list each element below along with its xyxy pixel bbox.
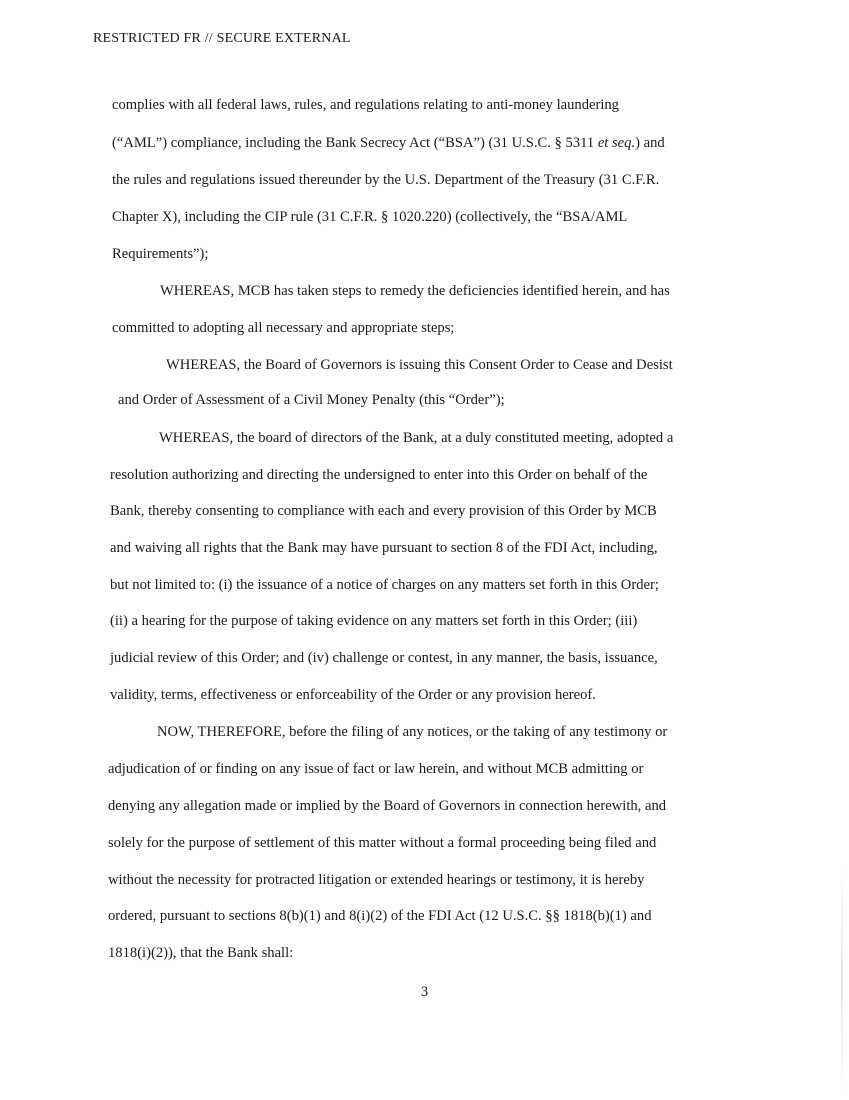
body-line: and Order of Assessment of a Civil Money Penalty (this “Order”); (118, 392, 505, 408)
body-line: 1818(i)(2)), that the Bank shall: (108, 945, 294, 961)
body-line: judicial review of this Order; and (iv) challenge or contest, in any manner, the basis, issuance, (110, 650, 658, 666)
scan-edge-shadow (841, 870, 843, 1090)
body-line: Requirements”); (112, 246, 209, 262)
body-line: without the necessity for protracted litigation or extended hearings or testimony, it is hereby (108, 872, 645, 888)
body-line: ordered, pursuant to sections 8(b)(1) and 8(i)(2) of the FDI Act (12 U.S.C. §§ 1818(b)(1) and (108, 908, 652, 924)
body-line: WHEREAS, the board of directors of the Bank, at a duly constituted meeting, adopted a (159, 430, 674, 446)
body-line: the rules and regulations issued thereunder by the U.S. Department of the Treasury (31 C.F.R. (112, 172, 660, 188)
body-line: Bank, thereby consenting to compliance with each and every provision of this Order by MCB (110, 503, 657, 519)
body-line: denying any allegation made or implied by the Board of Governors in connection herewith, and (108, 798, 667, 814)
body-line: validity, terms, effectiveness or enforceability of the Order or any provision hereof. (110, 687, 596, 703)
body-line: but not limited to: (i) the issuance of a notice of charges on any matters set forth in this Order; (110, 577, 659, 593)
page-number: 3 (420, 984, 429, 1000)
body-line: WHEREAS, the Board of Governors is issuing this Consent Order to Cease and Desist (166, 357, 673, 373)
body-line: complies with all federal laws, rules, and regulations relating to anti-money laundering (112, 97, 619, 113)
body-line: adjudication of or finding on any issue of fact or law herein, and without MCB admitting or (108, 761, 644, 777)
body-line: (ii) a hearing for the purpose of taking evidence on any matters set forth in this Order; (iii) (110, 613, 638, 629)
body-line: NOW, THEREFORE, before the filing of any notices, or the taking of any testimony or (157, 724, 668, 740)
body-line: resolution authorizing and directing the undersigned to enter into this Order on behalf of the (110, 467, 648, 483)
body-line: and waiving all rights that the Bank may have pursuant to section 8 of the FDI Act, including, (110, 540, 658, 556)
body-line: solely for the purpose of settlement of this matter without a formal proceeding being filed and (108, 835, 657, 851)
body-line: WHEREAS, MCB has taken steps to remedy the deficiencies identified herein, and has (160, 283, 670, 299)
body-line: Chapter X), including the CIP rule (31 C.F.R. § 1020.220) (collectively, the “BSA/AML (112, 209, 628, 225)
security-marking-header: RESTRICTED FR // SECURE EXTERNAL (93, 31, 351, 46)
body-line: committed to adopting all necessary and appropriate steps; (112, 320, 455, 336)
body-line: (“AML”) compliance, including the Bank Secrecy Act (“BSA”) (31 U.S.C. § 5311 et seq.) and (112, 135, 665, 151)
